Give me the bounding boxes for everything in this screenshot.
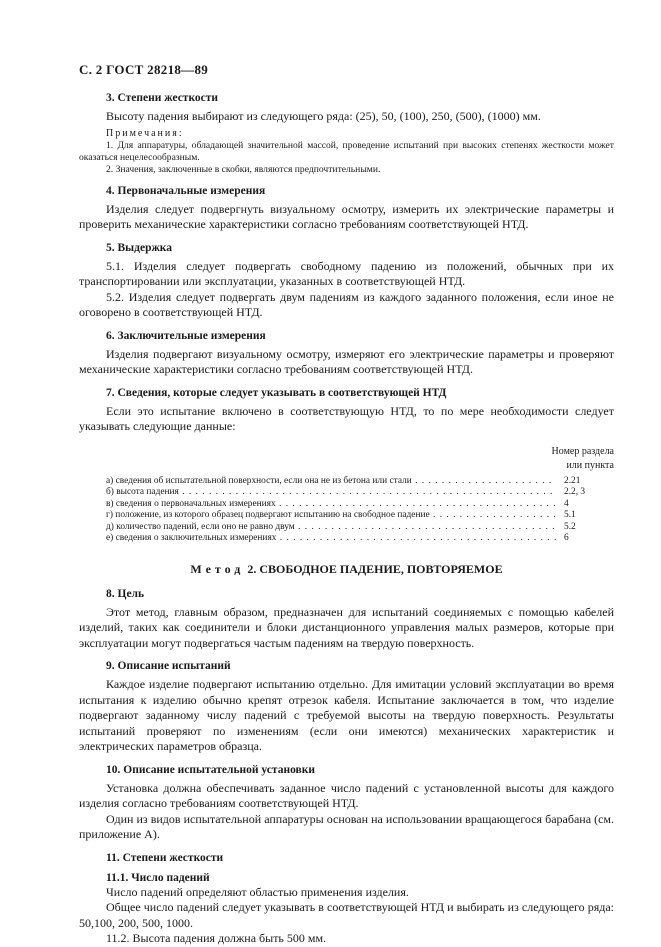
section-5-1-text: 5.1. Изделия следует подвергать свободному падению из положений, обычных при их транспортировании или эксплуатации, указанных в соответствующей НТД. bbox=[79, 258, 614, 288]
section-11-2-text: 11.2. Высота падения должна быть 500 мм. bbox=[106, 931, 327, 945]
reference-header-line-2: или пункта bbox=[566, 459, 614, 471]
method-2-heading bbox=[79, 562, 614, 577]
section-7-text: Если это испытание включено в соответствующую НТД, то по мере необходимости следует указывать следующие данные: bbox=[79, 403, 614, 433]
list-item bbox=[79, 510, 614, 522]
reference-header-line-1: Номер раздела bbox=[551, 445, 614, 457]
section-9-title: 9. Описание испытаний bbox=[106, 660, 231, 672]
list-item-text: е) сведения о заключительных измерениях . . . bbox=[106, 533, 556, 545]
section-11-title: 11. Степени жесткости bbox=[106, 851, 224, 864]
section-3-title: 3. Степени жесткости bbox=[106, 92, 219, 104]
notes-title: Примечания: bbox=[106, 127, 184, 139]
section-4-title: 4. Первоначальные измерения bbox=[106, 184, 266, 197]
list-item-text: а) сведения об испытательной поверхности, если она не из бетона или стали . . . bbox=[106, 476, 556, 488]
section-8-text: Этот метод, главным образом, предназначен для испытаний соединяемых с помощью кабелей изделий, таких как соединители и блоки дистанционного управления малых размеров, которые при эксплуатации могут подвергаться частым падениям на твердую поверхность. bbox=[79, 604, 614, 650]
list-item bbox=[79, 499, 614, 511]
section-8-title: 8. Цель bbox=[106, 587, 145, 600]
list-item bbox=[79, 487, 614, 499]
section-11-1-text-2: Общее число падений следует указывать в соответствующей НТД и выбирать из следующего ряда: 50,100, 200, 500, 1000. bbox=[79, 900, 614, 930]
list-item-ref: 6 bbox=[564, 533, 569, 543]
note-1: 1. Для аппаратуры, обладающей значительной массой, проведение испытаний при высоких степенях жесткости может оказаться нецелесообразным. bbox=[79, 139, 614, 163]
list-item-ref: 5.2 bbox=[564, 521, 576, 532]
list-item-ref: 2.21 bbox=[564, 475, 581, 486]
running-header: С. 2 ГОСТ 28218—89 bbox=[79, 62, 209, 77]
reference-column-header bbox=[484, 445, 614, 473]
list-item-text: д) количество падений, если оно не равно двум . . . bbox=[106, 522, 556, 534]
section-6-title: 6. Заключительные измерения bbox=[106, 329, 266, 342]
section-3-text: Высоту падения выбирают из следующего ряда: (25), 50, (100), 250, (500), (1000) мм. bbox=[106, 109, 541, 123]
section-11-1-title: 11.1. Число падений bbox=[106, 871, 210, 884]
section-10-text-1: Установка должна обеспечивать заданное число падений с установленной высоты для каждого изделия согласно требованиям соответствующей НТД. bbox=[79, 780, 614, 810]
section-9-text: Каждое изделие подвергают испытанию отдельно. Для имитации условий эксплуатации во время испытания к изделию обычно крепят отрезок кабеля. Испытание заключается в том, что изделие подвергают заданному числу падений с требуемой высоты на твердую поверхность. Результаты испытаний проверяют по изменениям (если они имеются) механических характеристик и электрических параметров образца. bbox=[79, 677, 614, 753]
list-item bbox=[79, 522, 614, 534]
section-10-title: 10. Описание испытательной установки bbox=[106, 763, 316, 776]
section-5-title: 5. Выдержка bbox=[106, 241, 173, 254]
list-item-text: г) положение, из которого образец подвергают испытанию на свободное падение . . . bbox=[106, 510, 556, 522]
section-6-text: Изделия подвергают визуальному осмотру, измеряют его электрические параметры и проверяют механические характеристики согласно требованиям соответствующей НТД. bbox=[79, 346, 614, 376]
method-title: 2. СВОБОДНОЕ ПАДЕНИЕ, ПОВТОРЯЕМОЕ bbox=[244, 561, 503, 576]
method-word: Метод bbox=[190, 561, 245, 576]
page-content bbox=[79, 91, 614, 947]
section-11-1-text-1: Число падений определяют областью применения изделия. bbox=[106, 884, 409, 899]
section-10-text-2: Один из видов испытательной аппаратуры основан на использовании вращающегося барабана (см. приложение А). bbox=[79, 811, 614, 841]
list-item bbox=[79, 476, 614, 488]
section-5-2-text: 5.2. Изделия следует подвергать двум падениям из каждого заданного положения, если иное не оговорено в соответствующей НТД. bbox=[79, 289, 614, 319]
list-item-ref: 5.1 bbox=[564, 510, 576, 520]
list-item-text: в) сведения о первоначальных измерениях . . . bbox=[106, 499, 556, 511]
list-item-ref: 2.2, 3 bbox=[564, 487, 586, 497]
list-item-text: б) высота падения . . . bbox=[106, 487, 556, 499]
list-item-ref: 4 bbox=[564, 498, 569, 509]
section-4-text: Изделия следует подвергнуть визуальному осмотру, измерить их электрические параметры и проверить механические характеристики согласно требованиям соответствующей НТД. bbox=[79, 201, 614, 231]
reference-list bbox=[79, 476, 614, 545]
note-2: 2. Значения, заключенные в скобки, являются предпочтительными. bbox=[106, 163, 381, 175]
section-7-title: 7. Сведения, которые следует указывать в соответствующей НТД bbox=[106, 386, 447, 399]
list-item bbox=[79, 533, 614, 545]
